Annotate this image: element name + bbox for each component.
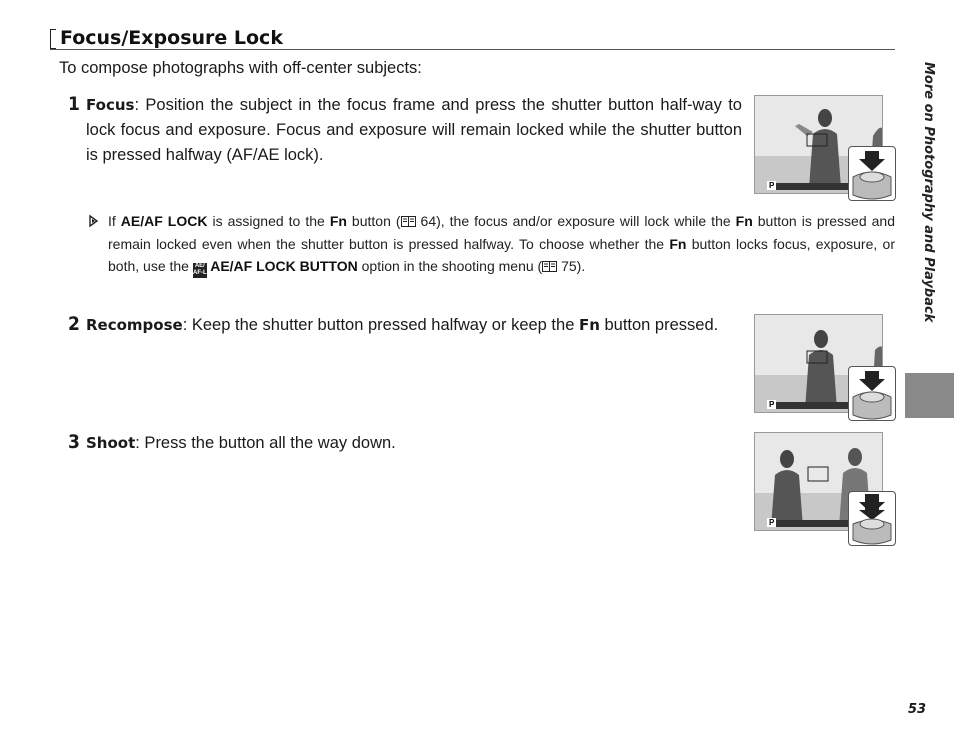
shutter-half-press-icon: [848, 146, 896, 201]
shutter-full-press-icon: [848, 491, 896, 546]
mode-badge: P: [769, 518, 775, 527]
page-number: 53: [908, 702, 927, 717]
page-title: Focus/Exposure Lock: [60, 27, 283, 49]
step-2-text: [86, 313, 742, 338]
book-reference-icon: [542, 261, 557, 272]
step-1-label: Focus: [86, 96, 135, 114]
step-2-body: button pressed.: [599, 316, 719, 334]
mode-badge: P: [769, 400, 775, 409]
mode-badge: P: [769, 181, 775, 190]
step-1-number: 1: [68, 93, 79, 115]
note-part: 75).: [557, 258, 586, 274]
chapter-tab: [905, 373, 954, 418]
fn-term: Fn: [329, 213, 347, 229]
step-2-body: : Keep the shutter button pressed halfway or keep the: [182, 316, 579, 334]
book-reference-icon: [401, 216, 416, 227]
shutter-half-press-icon: [848, 366, 896, 421]
note-part: option in the shooting menu (: [357, 258, 543, 274]
ae-af-lock-term: AE/AF LOCK: [120, 213, 208, 229]
note-text: [108, 210, 895, 278]
note-part: button (: [346, 213, 401, 229]
ae-af-lock-menu-icon: AE/ AF-L: [193, 263, 207, 276]
section-heading: [50, 27, 895, 50]
ae-af-lock-button-term: AE/AF LOCK BUTTON: [206, 258, 358, 274]
note-part: is assigned to the: [207, 213, 330, 229]
step-3-text: [86, 431, 742, 456]
step-3-label: Shoot: [86, 434, 136, 452]
step-3-number: 3: [68, 431, 79, 453]
fn-term: Fn: [735, 213, 753, 229]
chapter-side-label: [920, 62, 936, 362]
note-part: button is pressed and remain locked even when the shutter button is pressed halfway. To choose whether the: [108, 213, 895, 252]
fn-term: Fn: [669, 235, 687, 252]
note-part: button locks focus, exposure, or both, use the: [108, 235, 895, 274]
step-1-body: : Position the subject in the focus frame and press the shutter button half-way to lock focus and exposure. Focus and exposure will remain locked while the shutter button is pressed halfway (AF/AE lock).: [86, 96, 742, 164]
heading-bar: [50, 29, 56, 49]
fn-term: Fn: [578, 316, 600, 334]
intro-text: To compose photographs with off-center subjects:: [59, 59, 422, 77]
step-1-text: [86, 93, 742, 168]
step-2-label: Recompose: [86, 316, 183, 334]
step-2-number: 2: [68, 313, 79, 335]
chapter-side-label-text: More on Photography and Playback: [921, 62, 936, 323]
step-3-body: : Press the button all the way down.: [135, 434, 396, 452]
note-part: If: [108, 213, 121, 229]
note-part: 64), the focus and/or exposure will lock while the: [415, 213, 736, 229]
note-icon: [88, 214, 100, 228]
